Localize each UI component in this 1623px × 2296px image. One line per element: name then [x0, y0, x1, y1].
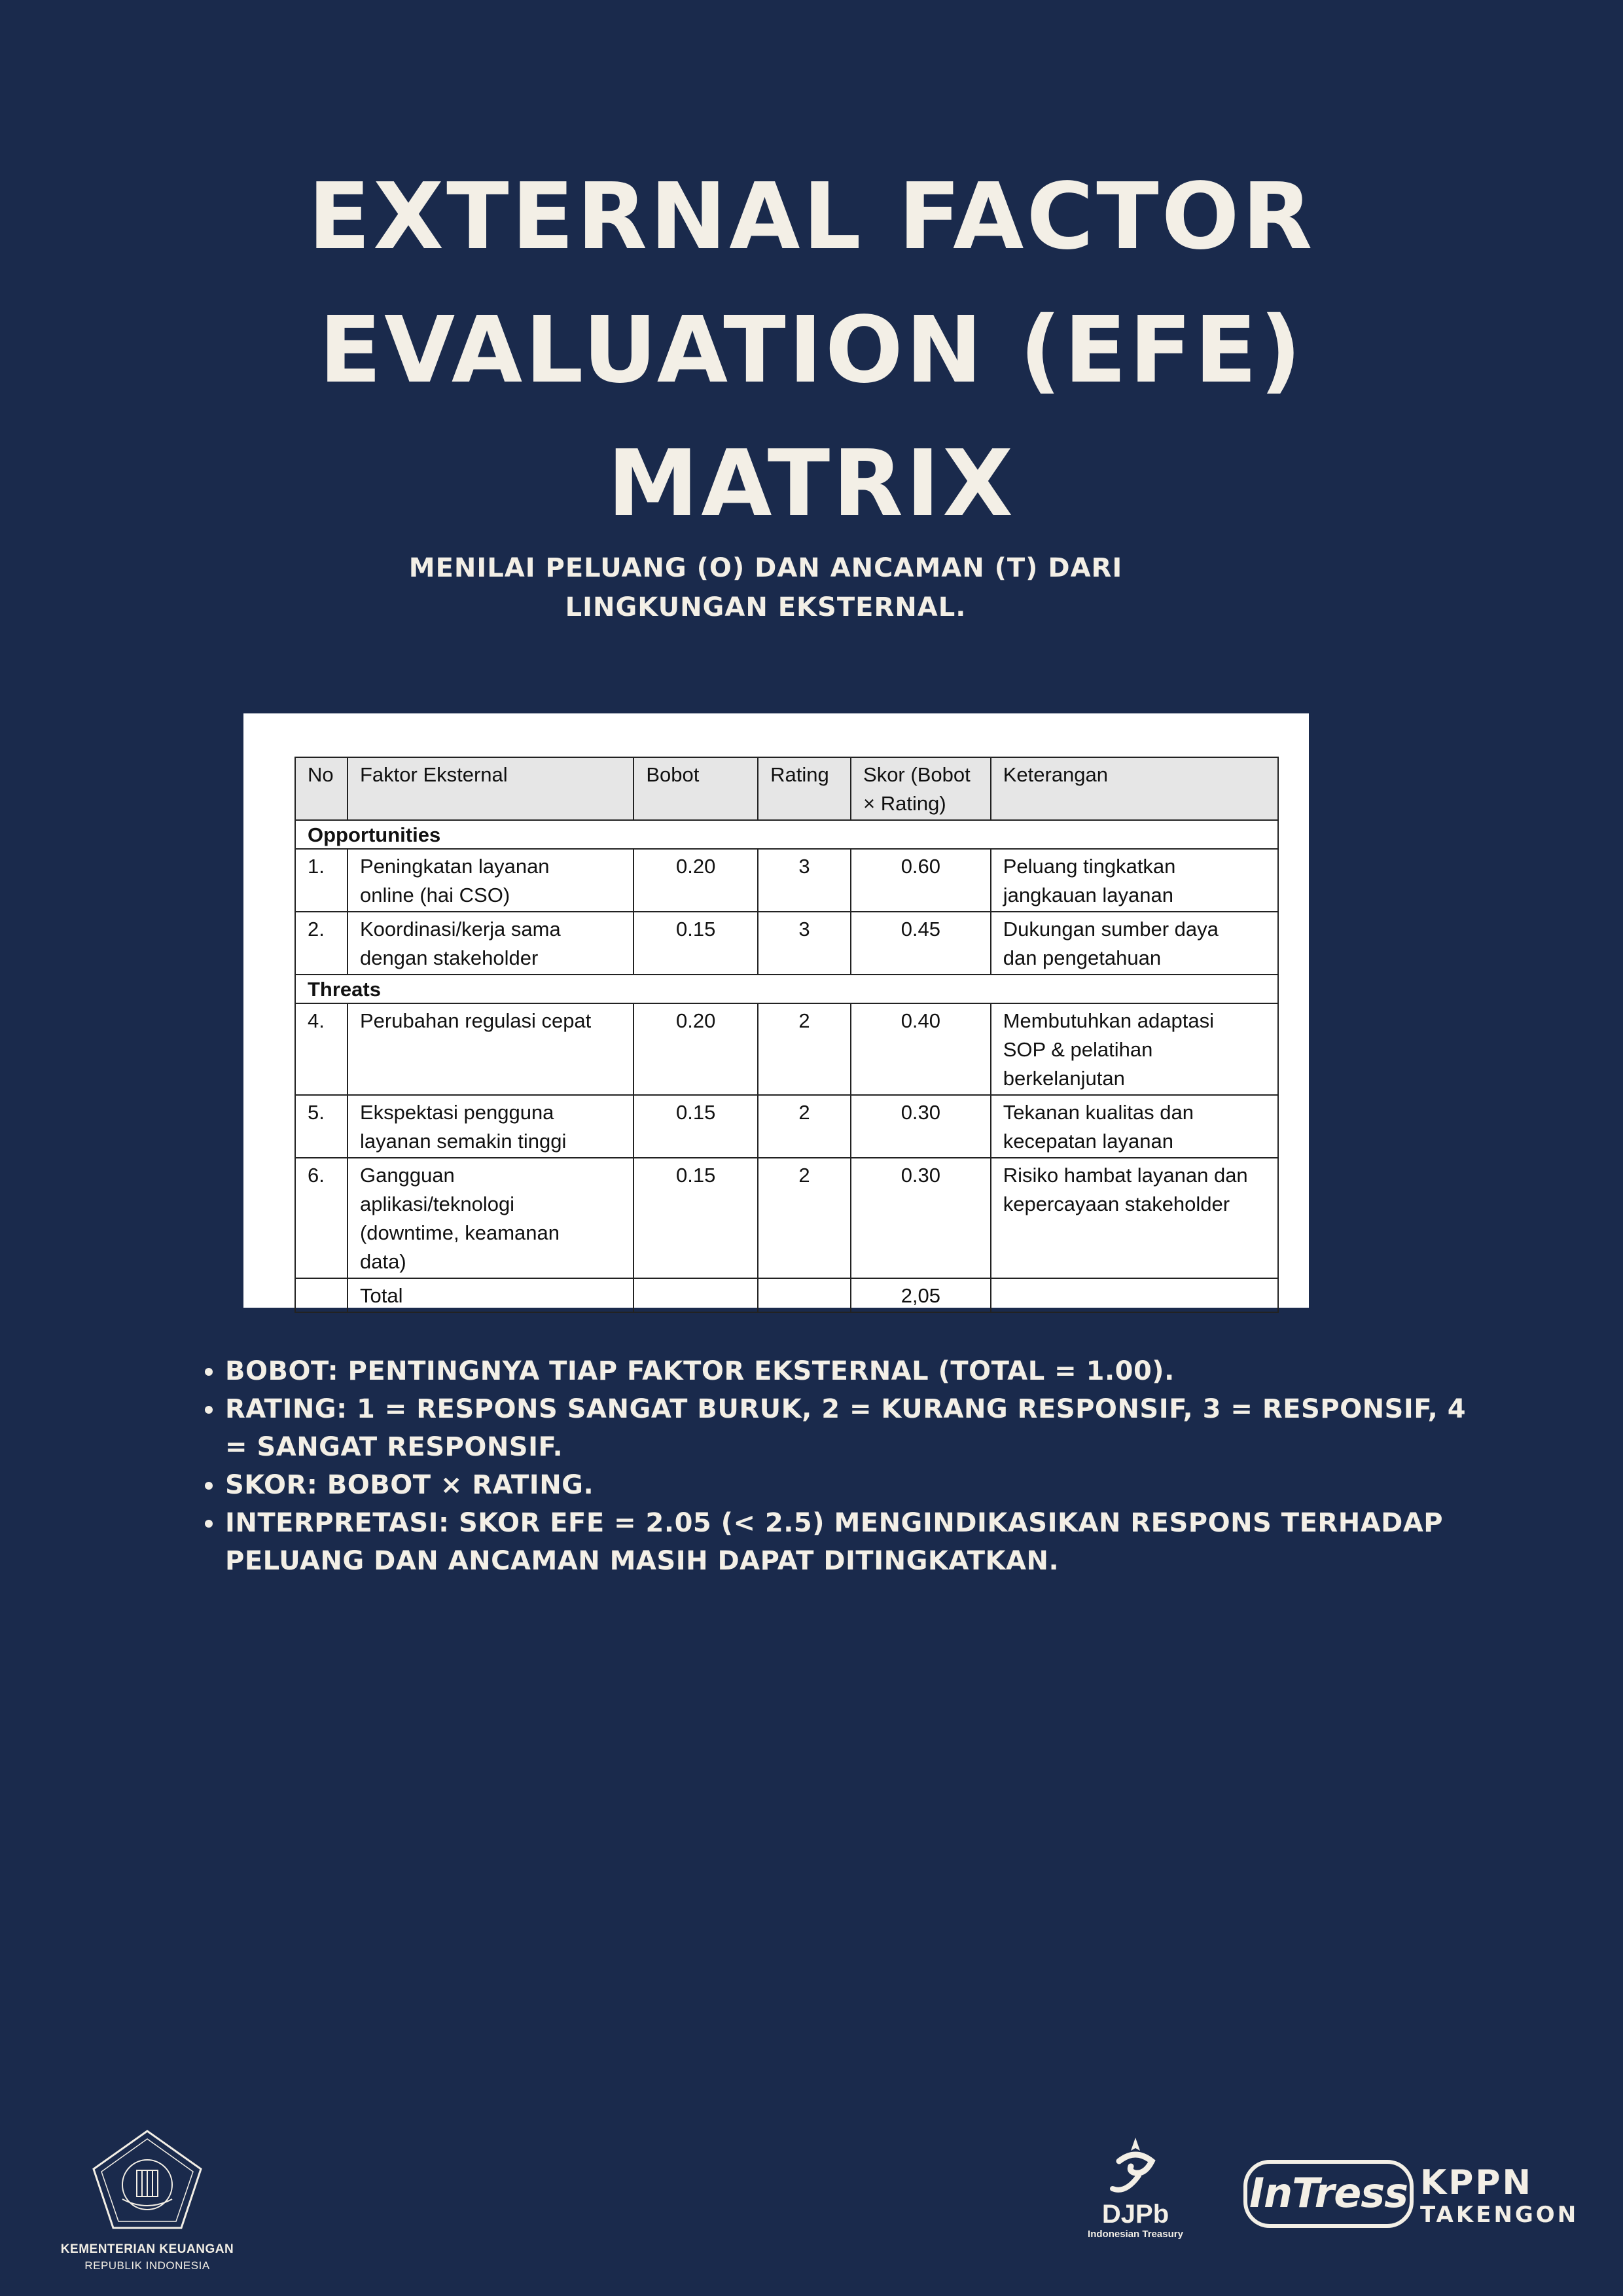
- notes-list: [196, 1352, 1469, 1580]
- ministry-name: KEMENTERIAN KEUANGAN: [60, 2242, 234, 2256]
- cell-skor: 0.30: [851, 1095, 991, 1158]
- cell-bobot: 0.15: [633, 1095, 758, 1158]
- title-line-1: EXTERNAL FACTOR: [308, 164, 1315, 270]
- kppn-label: [1420, 2164, 1578, 2228]
- header-bobot: Bobot: [633, 757, 758, 820]
- intress-logo: InTress: [1243, 2160, 1414, 2228]
- header-no: No: [295, 757, 348, 820]
- cell-text: Risiko hambat layanan dan: [1003, 1164, 1248, 1187]
- cell-text: online (hai CSO): [359, 884, 510, 906]
- ministry-emblem-icon: [88, 2127, 206, 2232]
- cell-rating: 2: [758, 1158, 851, 1278]
- cell-rating: 2: [758, 1003, 851, 1095]
- cell-text: kepercayaan stakeholder: [1003, 1193, 1230, 1215]
- cell-text: Ekspektasi pengguna: [359, 1101, 554, 1124]
- cell-skor: 0.30: [851, 1158, 991, 1278]
- table-row: [295, 1003, 1278, 1095]
- efe-table: [294, 757, 1279, 1313]
- cell-no: 4.: [295, 1003, 348, 1095]
- cell-keterangan: [991, 849, 1278, 912]
- cell-text: Membutuhkan adaptasi: [1003, 1009, 1214, 1032]
- cell-text: dan pengetahuan: [1003, 946, 1162, 969]
- cell-rating: 2: [758, 1095, 851, 1158]
- djpb-logo-icon: [1099, 2135, 1171, 2197]
- table-row: [295, 1095, 1278, 1158]
- cell-text: Peningkatan layanan: [359, 855, 550, 878]
- cell-text: berkelanjutan: [1003, 1067, 1125, 1090]
- cell-bobot: [633, 1278, 758, 1312]
- cell-text: (downtime, keamanan: [359, 1221, 560, 1244]
- cell-faktor: [348, 849, 633, 912]
- header-skor: [851, 757, 991, 820]
- cell-bobot: 0.20: [633, 1003, 758, 1095]
- cell-text: layanan semakin tinggi: [359, 1130, 567, 1153]
- header-keterangan: Keterangan: [991, 757, 1278, 820]
- section-label: Threats: [295, 975, 1278, 1003]
- list-item: • INTERPRETASI: SKOR EFE = 2.05 (< 2.5) MENGINDIKASIKAN RESPONS TERHADAP PELUANG DAN ANCAMAN MASIH DAPAT DITINGKATKAN.: [225, 1504, 1469, 1580]
- cell-skor: 0.45: [851, 912, 991, 975]
- kppn-line-2: TAKENGON: [1420, 2202, 1579, 2228]
- title-line-2: EVALUATION (EFE): [319, 297, 1304, 404]
- subtitle-line-2: LINGKUNGAN EKSTERNAL.: [565, 592, 967, 622]
- cell-no: 1.: [295, 849, 348, 912]
- table-header-row: [295, 757, 1278, 820]
- kppn-line-1: KPPN: [1420, 2163, 1533, 2202]
- list-item: • BOBOT: PENTINGNYA TIAP FAKTOR EKSTERNAL (TOTAL = 1.00).: [225, 1352, 1469, 1390]
- cell-rating: 3: [758, 912, 851, 975]
- header-faktor: Faktor Eksternal: [348, 757, 633, 820]
- cell-text: Koordinasi/kerja sama: [359, 918, 561, 941]
- cell-keterangan: [991, 1095, 1278, 1158]
- header-rating: Rating: [758, 757, 851, 820]
- cell-no: 5.: [295, 1095, 348, 1158]
- cell-skor: 0.40: [851, 1003, 991, 1095]
- cell-keterangan: [991, 912, 1278, 975]
- djpb-sub: Indonesian Treasury: [1088, 2229, 1183, 2240]
- section-row-opportunities: [295, 820, 1278, 849]
- page-title: [157, 151, 1466, 551]
- cell-keterangan: [991, 1278, 1278, 1312]
- list-item: • RATING: 1 = RESPONS SANGAT BURUK, 2 = KURANG RESPONSIF, 3 = RESPONSIF, 4 = SANGAT RESPONSIF.: [225, 1390, 1469, 1466]
- cell-no: 6.: [295, 1158, 348, 1278]
- cell-faktor: [348, 912, 633, 975]
- list-item: • SKOR: BOBOT × RATING.: [225, 1466, 1469, 1504]
- cell-bobot: 0.20: [633, 849, 758, 912]
- section-row-threats: [295, 975, 1278, 1003]
- cell-rating: 3: [758, 849, 851, 912]
- efe-table-card: [243, 713, 1309, 1308]
- subtitle-line-1: MENILAI PELUANG (O) DAN ANCAMAN (T) DARI: [408, 553, 1123, 583]
- cell-rating: [758, 1278, 851, 1312]
- header-skor-line-1: Skor (Bobot: [863, 763, 971, 786]
- cell-no: 2.: [295, 912, 348, 975]
- cell-text: Tekanan kualitas dan: [1003, 1101, 1194, 1124]
- cell-skor: 0.60: [851, 849, 991, 912]
- djpb-logo: [1080, 2135, 1191, 2240]
- total-label: Total: [348, 1278, 633, 1312]
- ministry-sub: REPUBLIK INDONESIA: [84, 2259, 210, 2272]
- table-row: [295, 849, 1278, 912]
- table-total-row: [295, 1278, 1278, 1312]
- table-row: [295, 912, 1278, 975]
- title-line-3: MATRIX: [607, 431, 1016, 537]
- cell-faktor: [348, 1095, 633, 1158]
- cell-text: Gangguan: [359, 1164, 455, 1187]
- cell-keterangan: [991, 1003, 1278, 1095]
- cell-no: [295, 1278, 348, 1312]
- cell-text: dengan stakeholder: [359, 946, 539, 969]
- ministry-logo: [59, 2127, 236, 2272]
- cell-text: aplikasi/teknologi: [359, 1193, 515, 1215]
- cell-bobot: 0.15: [633, 1158, 758, 1278]
- total-value: 2,05: [851, 1278, 991, 1312]
- cell-faktor: [348, 1158, 633, 1278]
- cell-keterangan: [991, 1158, 1278, 1278]
- subtitle: [353, 548, 1178, 627]
- cell-text: kecepatan layanan: [1003, 1130, 1173, 1153]
- cell-text: Perubahan regulasi cepat: [359, 1009, 592, 1032]
- cell-bobot: 0.15: [633, 912, 758, 975]
- table-row: [295, 1158, 1278, 1278]
- section-label: Opportunities: [295, 820, 1278, 849]
- header-skor-line-2: × Rating): [863, 792, 946, 815]
- djpb-name: DJPb: [1101, 2200, 1169, 2229]
- cell-text: Dukungan sumber daya: [1003, 918, 1219, 941]
- cell-text: jangkauan layanan: [1003, 884, 1173, 906]
- cell-faktor: [348, 1003, 633, 1095]
- cell-text: data): [359, 1250, 406, 1273]
- cell-text: Peluang tingkatkan: [1003, 855, 1176, 878]
- cell-text: SOP & pelatihan: [1003, 1038, 1153, 1061]
